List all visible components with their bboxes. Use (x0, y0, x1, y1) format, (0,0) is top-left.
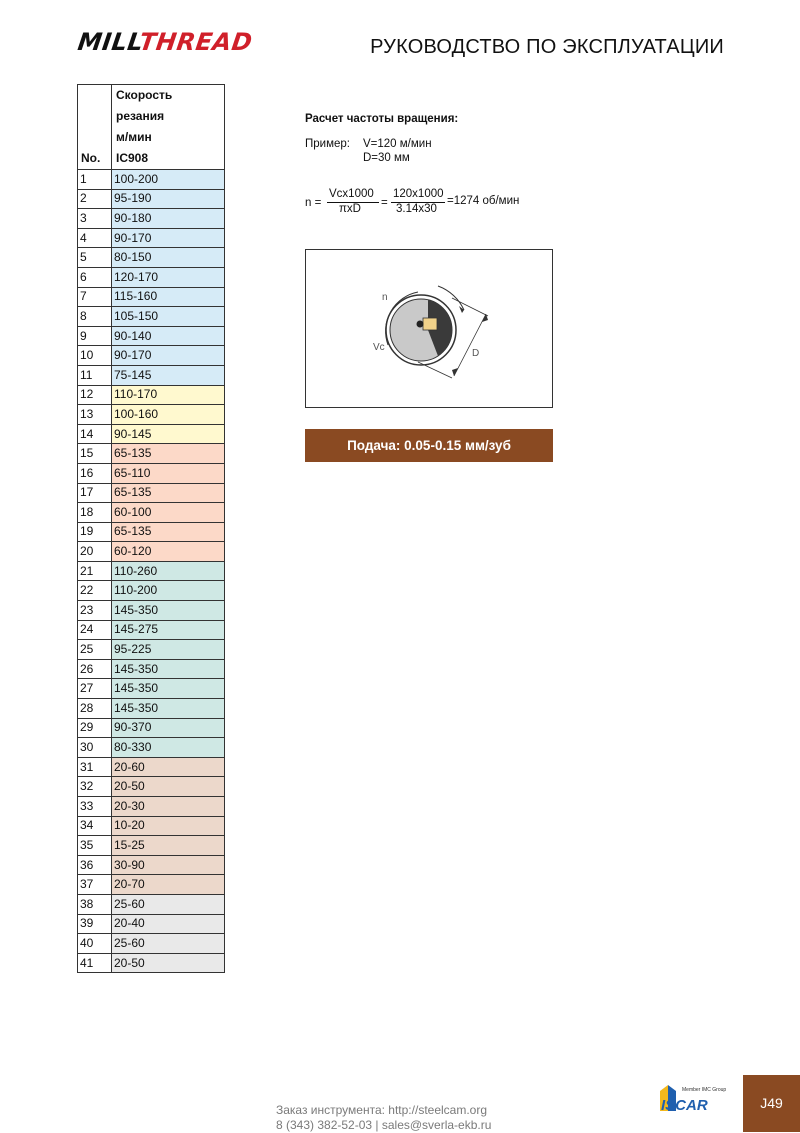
formula-result: =1274 об/мин (447, 195, 520, 207)
table-row (78, 307, 225, 327)
formula-denominator-2: 3.14x30 (396, 203, 437, 215)
cutting-speed-table (77, 84, 225, 973)
table-row (78, 287, 225, 307)
iscar-wordmark: ISCAR (661, 1097, 708, 1114)
table-row (78, 659, 225, 679)
row-speed-value: 60-120 (112, 542, 225, 562)
row-speed-value: 95-225 (112, 640, 225, 660)
row-number: 35 (78, 836, 112, 856)
table-row (78, 228, 225, 248)
header-no: No. (78, 85, 112, 170)
row-speed-value: 105-150 (112, 307, 225, 327)
row-number: 29 (78, 718, 112, 738)
row-number: 2 (78, 189, 112, 209)
row-speed-value: 110-260 (112, 561, 225, 581)
table-row (78, 209, 225, 229)
row-speed-value: 65-110 (112, 463, 225, 483)
table-row (78, 365, 225, 385)
table-row (78, 777, 225, 797)
row-number: 5 (78, 248, 112, 268)
row-speed-value: 145-350 (112, 601, 225, 621)
row-speed-value: 25-60 (112, 894, 225, 914)
logo-part-mill: MILL (76, 28, 142, 56)
row-number: 9 (78, 326, 112, 346)
row-speed-value: 65-135 (112, 483, 225, 503)
row-number: 16 (78, 463, 112, 483)
header-speed-line4: IC908 (116, 151, 149, 165)
row-number: 39 (78, 914, 112, 934)
row-speed-value: 75-145 (112, 365, 225, 385)
row-number: 15 (78, 444, 112, 464)
row-speed-value: 115-160 (112, 287, 225, 307)
row-number: 24 (78, 620, 112, 640)
row-speed-value: 80-330 (112, 738, 225, 758)
row-number: 18 (78, 503, 112, 523)
example-d-value: D=30 мм (363, 152, 410, 164)
row-speed-value: 25-60 (112, 934, 225, 954)
row-speed-value: 90-180 (112, 209, 225, 229)
row-number: 32 (78, 777, 112, 797)
table-row (78, 326, 225, 346)
row-speed-value: 15-25 (112, 836, 225, 856)
row-speed-value: 90-145 (112, 424, 225, 444)
row-number: 17 (78, 483, 112, 503)
table-row (78, 679, 225, 699)
table-row (78, 934, 225, 954)
row-number: 34 (78, 816, 112, 836)
formula-numerator-1: Vcx1000 (329, 188, 374, 200)
table-row (78, 267, 225, 287)
row-speed-value: 80-150 (112, 248, 225, 268)
table-row (78, 170, 225, 190)
row-number: 26 (78, 659, 112, 679)
row-speed-value: 145-350 (112, 659, 225, 679)
row-speed-value: 20-50 (112, 953, 225, 973)
footer-phone-email[interactable]: 8 (343) 382-52-03 | sales@sverla-ekb.ru (276, 1118, 492, 1132)
row-number: 10 (78, 346, 112, 366)
table-row (78, 640, 225, 660)
table-header-row (78, 85, 225, 170)
row-number: 3 (78, 209, 112, 229)
header-speed-line3: м/мин (116, 130, 152, 144)
table-row (78, 699, 225, 719)
row-number: 27 (78, 679, 112, 699)
table-row (78, 718, 225, 738)
header-speed-line2: резания (116, 109, 165, 123)
row-speed-value: 120-170 (112, 267, 225, 287)
table-row (78, 483, 225, 503)
table-row (78, 894, 225, 914)
row-number: 25 (78, 640, 112, 660)
row-speed-value: 90-140 (112, 326, 225, 346)
row-speed-value: 30-90 (112, 855, 225, 875)
row-speed-value: 10-20 (112, 816, 225, 836)
row-number: 41 (78, 953, 112, 973)
row-number: 8 (78, 307, 112, 327)
table-row (78, 503, 225, 523)
footer-order-link[interactable]: Заказ инструмента: http://steelcam.org (276, 1103, 488, 1117)
logo-part-thread: THREAD (137, 28, 255, 56)
row-number: 31 (78, 757, 112, 777)
row-number: 11 (78, 365, 112, 385)
diagram-label-n: n (382, 292, 388, 303)
table-row (78, 601, 225, 621)
row-speed-value: 20-60 (112, 757, 225, 777)
table-row (78, 405, 225, 425)
thread-mill-diagram (305, 249, 553, 408)
row-number: 37 (78, 875, 112, 895)
row-speed-value: 110-170 (112, 385, 225, 405)
row-speed-value: 110-200 (112, 581, 225, 601)
row-number: 40 (78, 934, 112, 954)
row-speed-value: 100-200 (112, 170, 225, 190)
row-speed-value: 60-100 (112, 503, 225, 523)
row-number: 1 (78, 170, 112, 190)
row-number: 6 (78, 267, 112, 287)
formula-denominator-1: πxD (339, 203, 361, 215)
iscar-tagline: Member IMC Group (682, 1087, 727, 1093)
row-speed-value: 90-370 (112, 718, 225, 738)
page-title: РУКОВОДСТВО ПО ЭКСПЛУАТАЦИИ (370, 36, 724, 58)
row-speed-value: 65-135 (112, 522, 225, 542)
table-row (78, 875, 225, 895)
table-row (78, 522, 225, 542)
page-number: J49 (743, 1075, 800, 1132)
row-speed-value: 95-190 (112, 189, 225, 209)
example-label: Пример: (305, 138, 350, 150)
row-speed-value: 145-350 (112, 699, 225, 719)
formula-n-prefix: n = (305, 197, 322, 209)
table-row (78, 816, 225, 836)
row-number: 38 (78, 894, 112, 914)
diagram-svg (306, 250, 552, 407)
table-row (78, 797, 225, 817)
row-speed-value: 145-275 (112, 620, 225, 640)
table-row (78, 581, 225, 601)
table-row (78, 444, 225, 464)
table-row (78, 248, 225, 268)
table-row (78, 757, 225, 777)
table-row (78, 463, 225, 483)
example-v-value: V=120 м/мин (363, 138, 432, 150)
row-number: 14 (78, 424, 112, 444)
table-row (78, 542, 225, 562)
table-row (78, 424, 225, 444)
row-number: 36 (78, 855, 112, 875)
calc-title: Расчет частоты вращения: (305, 113, 459, 125)
footer-contact (276, 1103, 491, 1133)
table-row (78, 855, 225, 875)
row-speed-value: 100-160 (112, 405, 225, 425)
table-row (78, 620, 225, 640)
header-speed (112, 85, 225, 170)
iscar-logo-svg (658, 1083, 730, 1115)
row-speed-value: 20-70 (112, 875, 225, 895)
formula-equals: = (381, 197, 388, 209)
row-number: 19 (78, 522, 112, 542)
row-number: 28 (78, 699, 112, 719)
header-speed-line1: Скорость (116, 88, 173, 102)
row-speed-value: 20-50 (112, 777, 225, 797)
table-row (78, 561, 225, 581)
row-number: 12 (78, 385, 112, 405)
millthread-logo (76, 28, 254, 56)
row-number: 23 (78, 601, 112, 621)
row-number: 4 (78, 228, 112, 248)
row-number: 33 (78, 797, 112, 817)
row-speed-value: 65-135 (112, 444, 225, 464)
row-number: 13 (78, 405, 112, 425)
row-speed-value: 20-30 (112, 797, 225, 817)
table-row (78, 189, 225, 209)
row-number: 21 (78, 561, 112, 581)
iscar-logo (658, 1083, 730, 1115)
row-speed-value: 90-170 (112, 228, 225, 248)
table-row (78, 738, 225, 758)
row-number: 30 (78, 738, 112, 758)
row-number: 20 (78, 542, 112, 562)
table-row (78, 346, 225, 366)
table-row (78, 385, 225, 405)
diagram-label-vc: Vc (373, 342, 385, 353)
feed-rate-banner: Подача: 0.05-0.15 мм/зуб (305, 429, 553, 462)
table-row (78, 836, 225, 856)
row-number: 22 (78, 581, 112, 601)
row-speed-value: 20-40 (112, 914, 225, 934)
table-row (78, 953, 225, 973)
rpm-formula (305, 188, 545, 220)
diagram-label-d: D (472, 348, 480, 359)
table-row (78, 914, 225, 934)
row-speed-value: 90-170 (112, 346, 225, 366)
row-number: 7 (78, 287, 112, 307)
formula-numerator-2: 120x1000 (393, 188, 444, 200)
row-speed-value: 145-350 (112, 679, 225, 699)
